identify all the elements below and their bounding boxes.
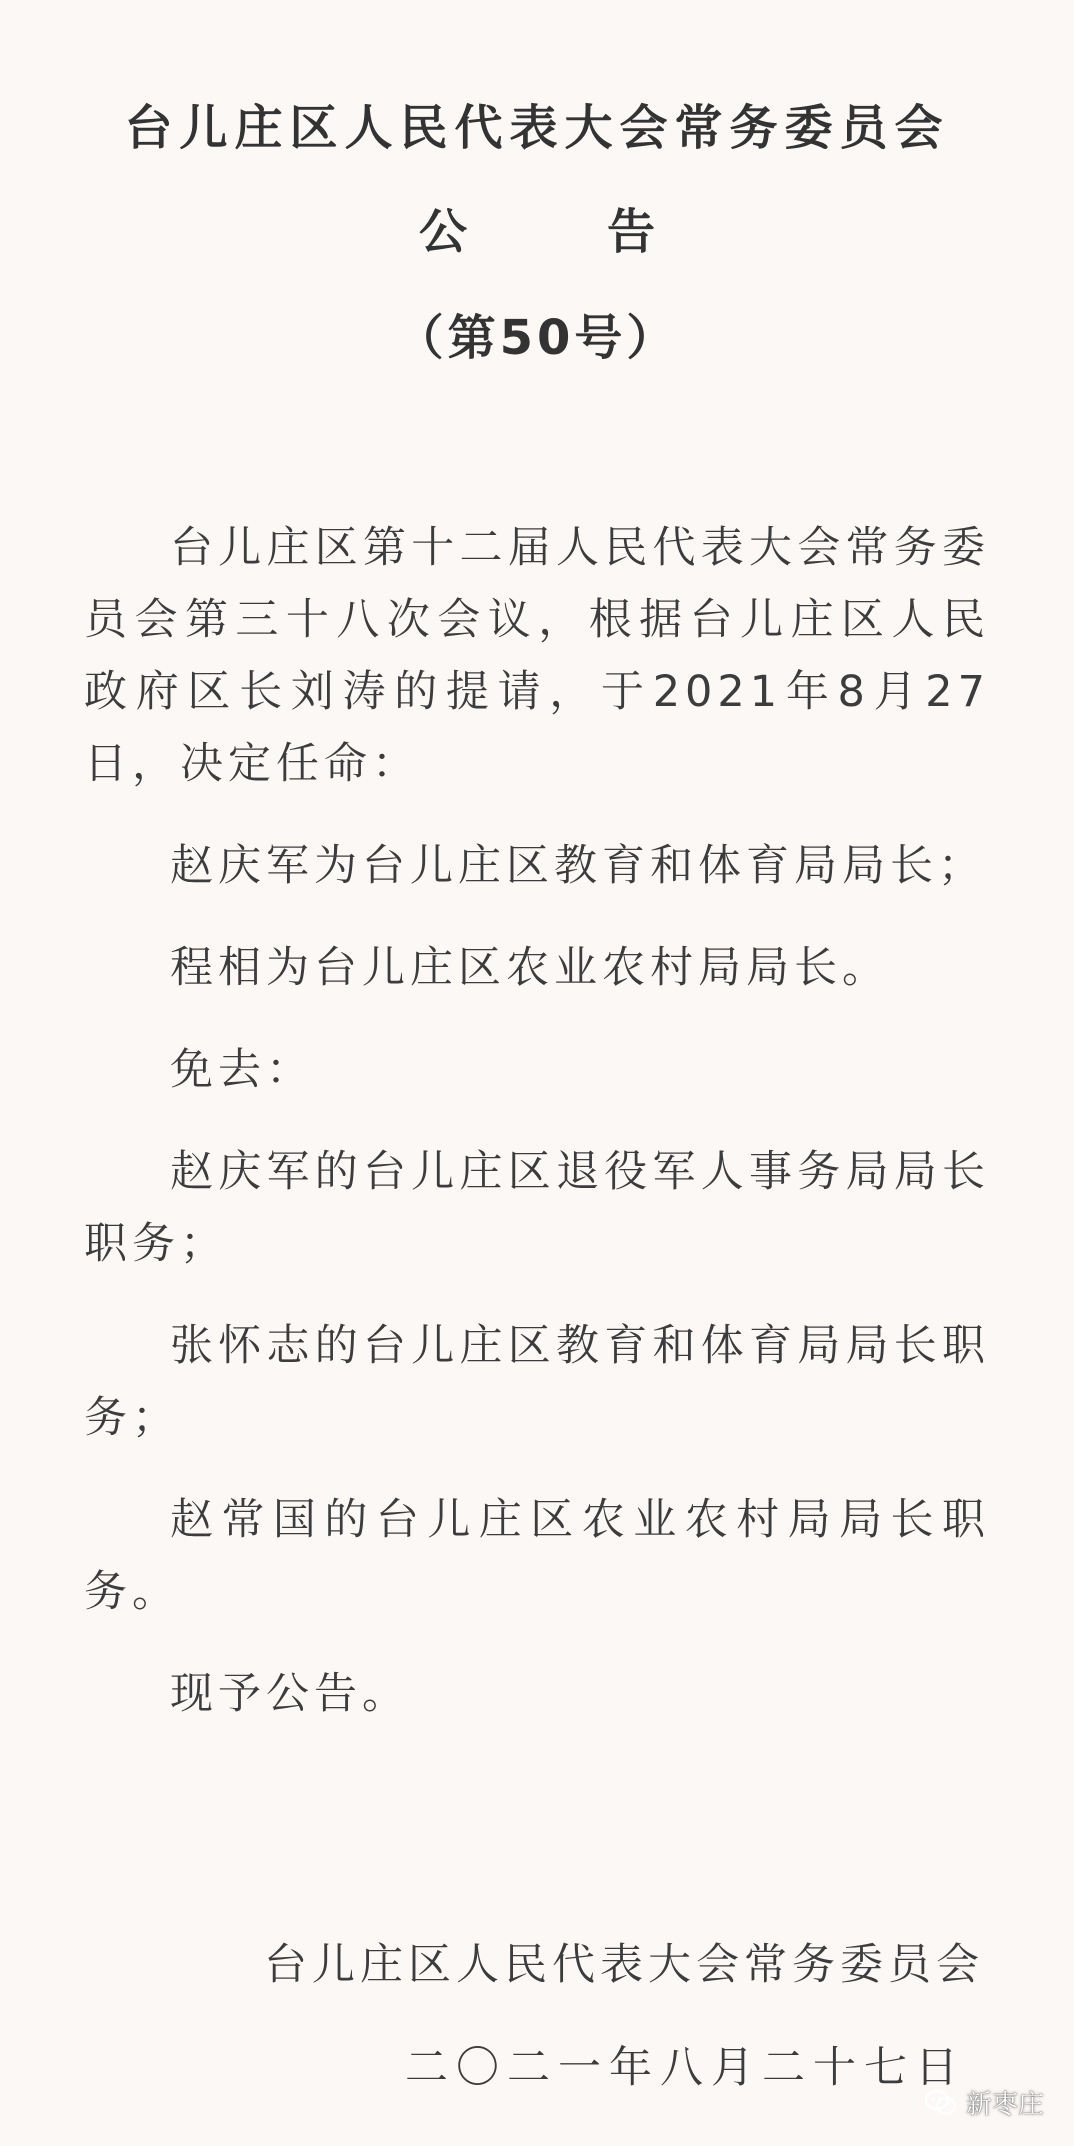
wechat-chat-icon [924, 2088, 958, 2118]
signature-date: 二〇二一年八月二十七日 [405, 2043, 966, 2093]
paragraph-removal-heading: 免去： [170, 1045, 314, 1095]
document-subtitle [0, 202, 1074, 262]
document-title: 台儿庄区人民代表大会常务委员会 [124, 100, 950, 156]
watermark-label: 新枣庄 [965, 2090, 1044, 2120]
paragraph-appointment-2: 程相为台儿庄区农业农村局局长。 [170, 943, 890, 993]
document-body [84, 512, 990, 1760]
signature-organization: 台儿庄区人民代表大会常务委员会 [264, 1940, 984, 1990]
paragraph-removal-1: 赵庆军的台儿庄区退役军人事务局局长职务； [84, 1147, 990, 1269]
paragraph-removal-2: 张怀志的台儿庄区教育和体育局局长职务； [84, 1321, 990, 1443]
subtitle-char-2: 告 [607, 204, 656, 260]
paragraph-appointment-1: 赵庆军为台儿庄区教育和体育局局长； [170, 841, 986, 891]
subtitle-char-1: 公 [418, 204, 467, 260]
source-watermark [924, 2084, 1044, 2121]
paragraph-intro: 台儿庄区第十二届人民代表大会常务委员会第三十八次会议，根据台儿庄区人民政府区长刘涛的提请，于2021年8月27日，决定任命： [84, 523, 990, 789]
paragraph-removal-3: 赵常国的台儿庄区农业农村局局长职务。 [84, 1495, 990, 1617]
document-number: （第50号） [395, 310, 679, 366]
paragraph-closing: 现予公告。 [170, 1669, 410, 1719]
